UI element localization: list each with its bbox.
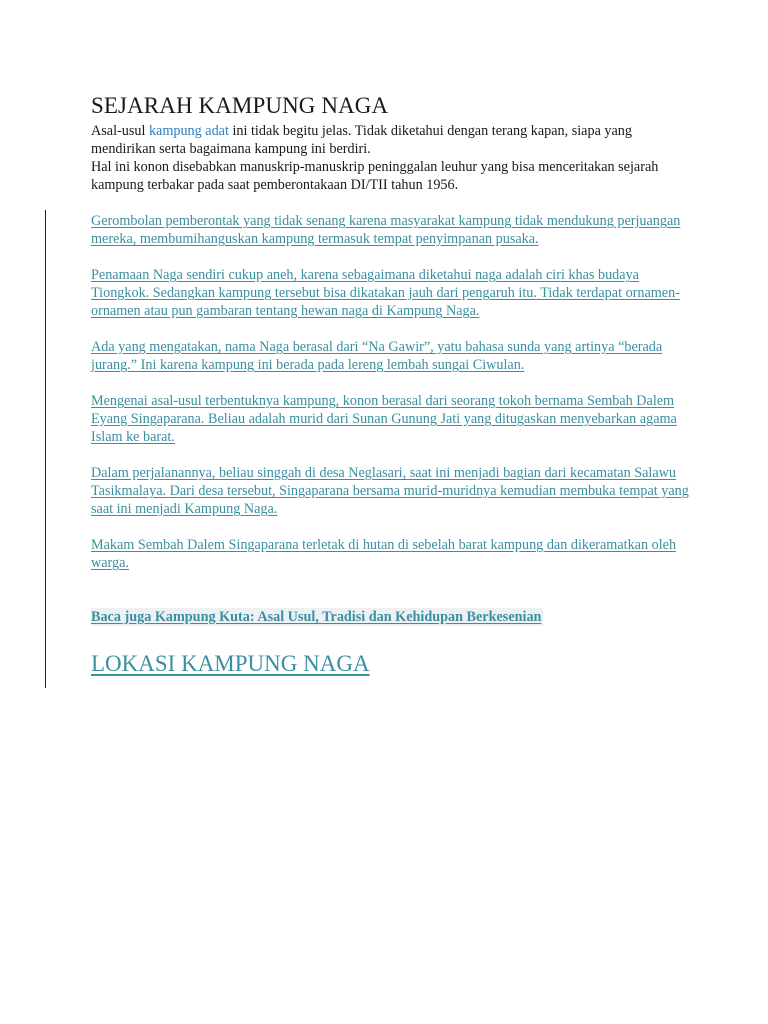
paragraph-na-gawir[interactable]: Ada yang mengatakan, nama Naga berasal dari “Na Gawir”, yatu bahasa sunda yang artinya “berada jurang.” Ini karena kampung ini berada pada lereng lembah sungai Ciwulan. (91, 339, 663, 373)
intro-text-second: Hal ini konon disebabkan manuskrip-manuskrip peninggalan leuhur yang bisa menceritakan sejarah kampung terbakar pada saat pemberontakaan DI/TII tahun 1956. (91, 159, 659, 193)
read-more-block (91, 572, 691, 626)
paragraph-pemberontak[interactable]: Gerombolan pemberontak yang tidak senang karena masyarakat kampung tidak mendukung perjuangan mereka, membumihanguskan kampung termasuk tempat penyimpanan pusaka. (91, 213, 681, 247)
document-content (91, 92, 691, 678)
intro-text-before: Asal-usul (91, 123, 149, 139)
paragraph-penamaan[interactable]: Penamaan Naga sendiri cukup aneh, karena sebagaimana diketahui naga adalah ciri khas budaya Tiongkok. Sedangkan kampung tersebut bisa dikatakan jauh dari pengaruh itu. Tidak terdapat ornamen-ornamen atau pun gambaran tentang hewan naga di Kampung Naga. (91, 267, 680, 319)
paragraph-makam[interactable]: Makam Sembah Dalem Singaparana terletak di hutan di sebelah barat kampung dan dikeramatkan oleh warga. (91, 537, 677, 571)
page-title: SEJARAH KAMPUNG NAGA (91, 93, 389, 118)
kampung-adat-link[interactable]: kampung adat (148, 123, 229, 139)
margin-rule (45, 210, 46, 688)
intro-text-after: ini tidak begitu jelas. Tidak diketahui dengan terang kapan, siapa yang mendirikan serta bagaimana kampung ini berdiri. (91, 123, 632, 157)
read-more-prefix: Baca juga (91, 609, 155, 625)
paragraph-perjalanan[interactable]: Dalam perjalanannya, beliau singgah di desa Neglasari, saat ini menjadi bagian dari kecamatan Salawu Tasikmalaya. Dari desa tersebut, Singaparana bersama murid-muridnya kemudian membuka tempat yang saat ini menjadi Kampung Naga. (91, 465, 689, 517)
paragraph-asal-usul[interactable]: Mengenai asal-usul terbentuknya kampung, konon berasal dari seorang tokoh bernama Sembah Dalem Eyang Singaparana. Beliau adalah murid dari Sunan Gunung Jati yang ditugaskan menyebarkan agama Islam ke barat. (91, 393, 677, 445)
section-heading-lokasi[interactable]: LOKASI KAMPUNG NAGA (91, 651, 370, 676)
intro-paragraph (91, 122, 691, 194)
read-more-title: Kampung Kuta: Asal Usul, Tradisi dan Kehidupan Berkesenian (154, 609, 542, 625)
read-more-link[interactable] (91, 608, 543, 626)
